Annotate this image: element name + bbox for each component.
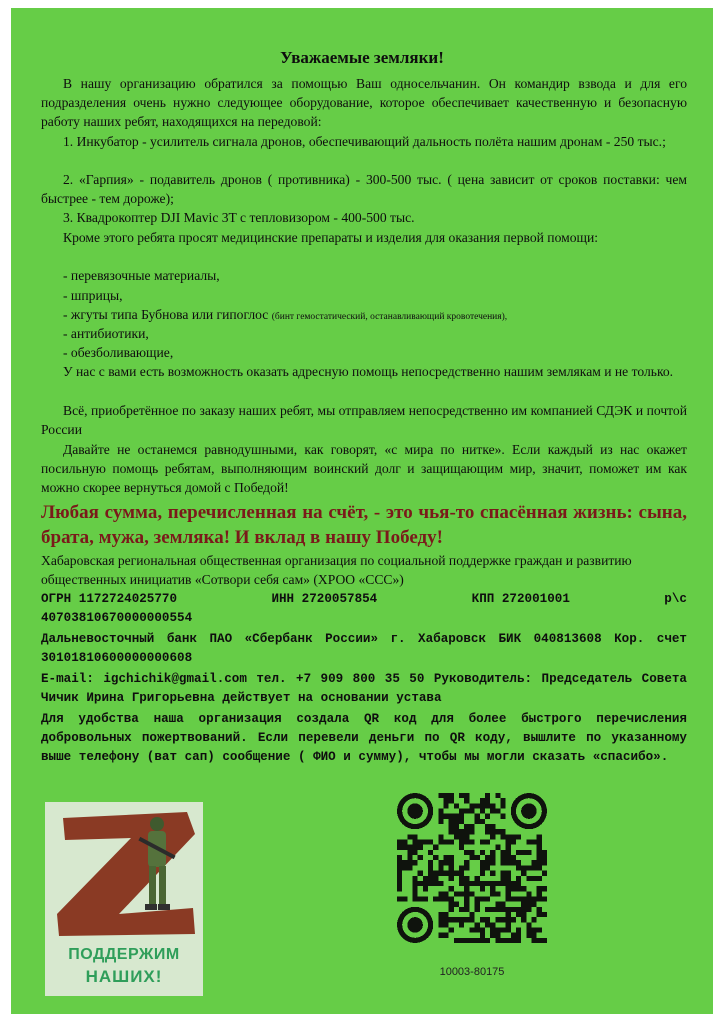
flyer-sheet [11, 8, 713, 1014]
poster-line-2: НАШИХ! [85, 967, 163, 986]
poster-graphic [45, 802, 203, 996]
slogan: Любая сумма, перечисленная на счёт, - это чья-то спасённая жизнь: сына, брата, мужа, земляка! И вклад в нашу Победу! [41, 502, 687, 548]
bank-details: Дальневосточный банк ПАО «Сбербанк России» г. Хабаровск БИК 040813608 Кор. счет 30101810600000000608 [41, 632, 687, 665]
ogrn: ОГРН 1172724025770 [41, 592, 178, 606]
tourniquets-label: - жгуты типа Бубнова или гипоглос [63, 307, 269, 322]
medical-item-bandages: - перевязочные материалы, [63, 268, 220, 283]
page-title: Уважаемые земляки! [280, 48, 444, 67]
support-poster [45, 802, 203, 996]
inn: ИНН 2720057854 [271, 592, 378, 606]
qr-caption: 10003-80175 [439, 966, 505, 978]
account-label: р\с [664, 592, 687, 606]
medical-item-antibiotics: - антибиотики, [63, 326, 149, 341]
equipment-item-2: 2. «Гарпия» - подавитель дронов ( противника) - 300-500 тыс. ( цена зависит от сроков поставки: чем быстрее - тем дороже); [41, 172, 687, 207]
address-help-paragraph: У нас с вами есть возможность оказать адресную помощь непосредственно нашим землякам и не только. [63, 364, 674, 379]
qr-note: Для удобства наша организация создала QR код для более быстрого перечисления добровольных пожертвований. Если перевели деньги по QR коду, вышлите по указанному выше телефону (ват сап) сообщение ( ФИО и сумму), чтобы мы могли сказать «спасибо». [41, 712, 687, 764]
kpp: КПП 272001001 [471, 592, 570, 606]
poster-line-1: ПОДДЕРЖИМ [68, 946, 180, 963]
equipment-item-3: 3. Квадрокоптер DJI Mavic 3T с тепловизором - 400-500 тыс. [63, 210, 415, 225]
medical-item-painkillers: - обезболивающие, [63, 345, 174, 360]
organization-name: Хабаровская региональная общественная организация по социальной поддержке граждан и развитию общественных инициатив «Сотвори себя сам» (ХРОО «ССС») [41, 553, 632, 587]
account-number: 40703810670000000554 [41, 611, 193, 625]
tourniquets-note: (бинт гемостатический, останавливающий кровотечения), [271, 312, 508, 322]
medical-item-syringes: - шприцы, [63, 288, 123, 303]
intro-paragraph: В нашу организацию обратился за помощью Ваш односельчанин. Он командир взвода и для его подразделения очень нужно следующее оборудование, которое обеспечивает качественную и безопасную работу наших ребят, находящихся на передовой: [41, 76, 687, 130]
qr-code[interactable] [397, 793, 547, 943]
qr-modules [397, 793, 547, 943]
equipment-item-1: 1. Инкубатор - усилитель сигнала дронов, обеспечивающий дальность полёта нашим дронам - 250 тыс.; [63, 134, 666, 149]
medical-intro: Кроме этого ребята просят медицинские препараты и изделия для оказания первой помощи: [63, 230, 599, 245]
appeal-paragraph: Давайте не останемся равнодушными, как говорят, «с мира по нитке». Если каждый из нас окажет посильную помощь ребятам, выполняющим воинский долг и защищающим мир, значит, поможет им как можно скорее вернуться домой с Победой! [41, 442, 687, 496]
requisites-ids-row [41, 590, 687, 609]
contact-details: E-mail: igchichik@gmail.com тел. +7 909 800 35 50 Руководитель: Председатель Совета Чичик Ирина Григорьевна действует на основании устава [41, 672, 687, 705]
shipping-paragraph: Всё, приобретённое по заказу наших ребят, мы отправляем непосредственно им компанией СДЭК и почтой России [41, 403, 687, 438]
